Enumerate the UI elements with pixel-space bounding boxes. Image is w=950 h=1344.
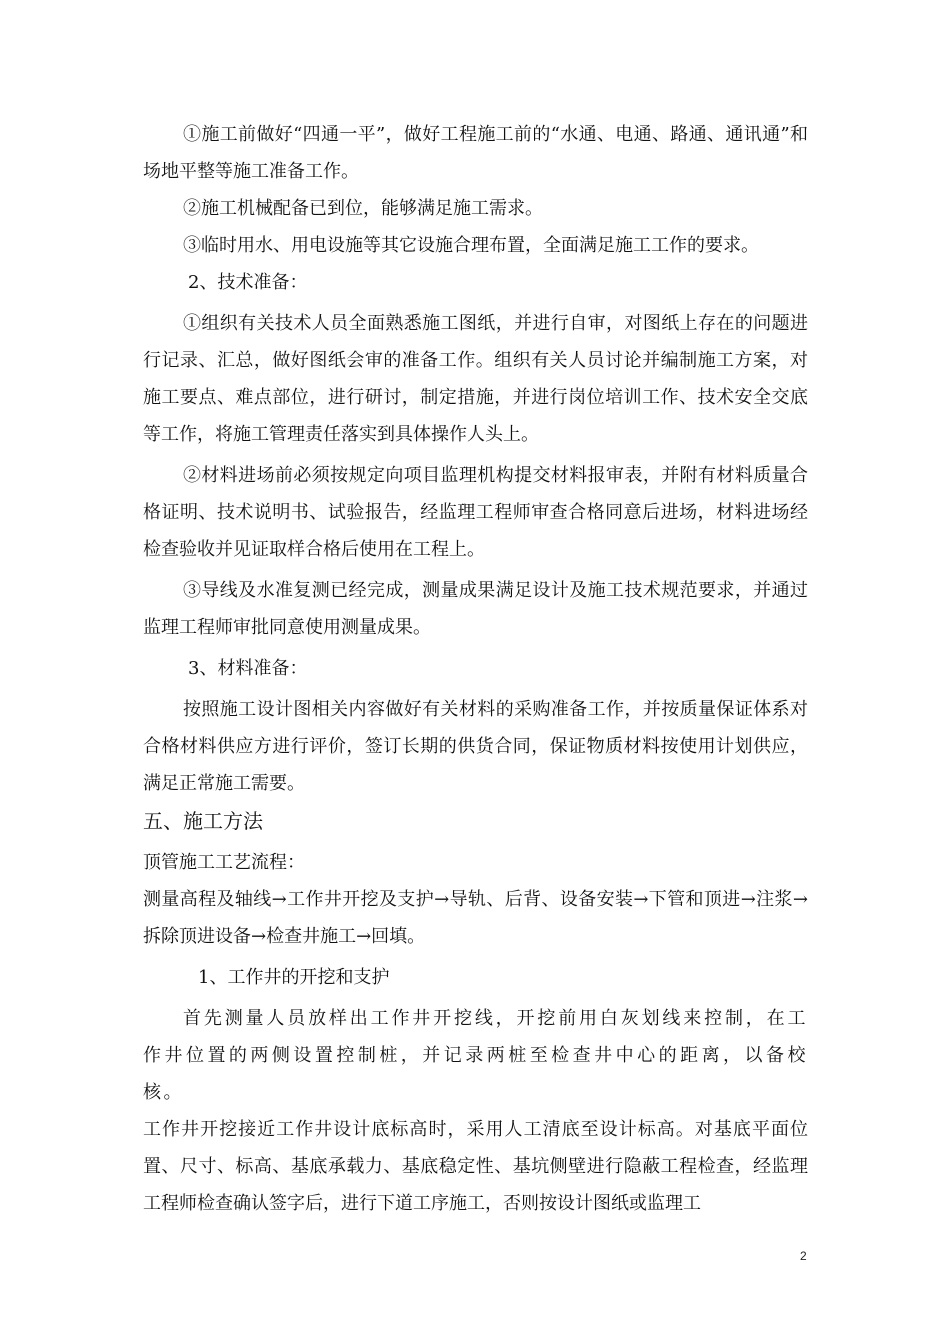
subheading-working-well: 1、工作井的开挖和支护 <box>198 967 390 988</box>
document-body <box>143 116 808 1222</box>
paragraph-material-procurement: 按照施工设计图相关内容做好有关材料的采购准备工作，并按质量保证体系对合格材料供应方进行评价，签订长期的供货合同，保证物质材料按使用计划供应，满足正常施工需要。 <box>143 699 808 794</box>
paragraph-survey-verification: ③导线及水准复测已经完成，测量成果满足设计及施工技术规范要求，并通过监理工程师审批同意使用测量成果。 <box>143 580 808 638</box>
page-number: 2 <box>800 1249 807 1263</box>
subheading-material-preparation: 3、材料准备： <box>188 658 308 679</box>
paragraph-temporary-utilities: ③临时用水、用电设施等其它设施合理布置，全面满足施工工作的要求。 <box>183 235 759 256</box>
paragraph-four-connections: ①施工前做好“四通一平”，做好工程施工前的“水通、电通、路通、通讯通”和场地平整等施工准备工作。 <box>143 124 808 182</box>
paragraph-drawing-review: ①组织有关技术人员全面熟悉施工图纸，并进行自审，对图纸上存在的问题进行记录、汇总，做好图纸会审的准备工作。组织有关人员讨论并编制施工方案，对施工要点、难点部位，进行研讨，制定措施，并进行岗位培训工作、技术安全交底等工作，将施工管理责任落实到具体操作人头上。 <box>143 313 808 445</box>
paragraph-layout-survey: 首先测量人员放样出工作井开挖线，开挖前用白灰划线来控制，在工作井位置的两侧设置控制桩，并记录两桩至检查井中心的距离，以备校核。 <box>143 1008 808 1103</box>
paragraph-machinery: ②施工机械配备已到位，能够满足施工需求。 <box>183 198 543 219</box>
paragraph-process-flow: 测量高程及轴线→工作井开挖及支护→导轨、后背、设备安装→下管和顶进→注浆→拆除顶进设备→检查井施工→回填。 <box>143 889 808 947</box>
paragraph-excavation-inspection: 工作井开挖接近工作井设计底标高时，采用人工清底至设计标高。对基底平面位置、尺寸、标高、基底承载力、基底稳定性、基坑侧壁进行隐蔽工程检查，经监理工程师检查确认签字后，进行下道工序施工，否则按设计图纸或监理工 <box>143 1119 808 1214</box>
paragraph-process-title: 顶管施工工艺流程： <box>143 852 305 873</box>
section-heading-construction-method: 五、施工方法 <box>143 809 263 833</box>
paragraph-material-approval: ②材料进场前必须按规定向项目监理机构提交材料报审表，并附有材料质量合格证明、技术说明书、试验报告，经监理工程师审查合格同意后进场，材料进场经检查验收并见证取样合格后使用在工程上。 <box>143 465 808 560</box>
subheading-technical-preparation: 2、技术准备： <box>188 272 308 293</box>
